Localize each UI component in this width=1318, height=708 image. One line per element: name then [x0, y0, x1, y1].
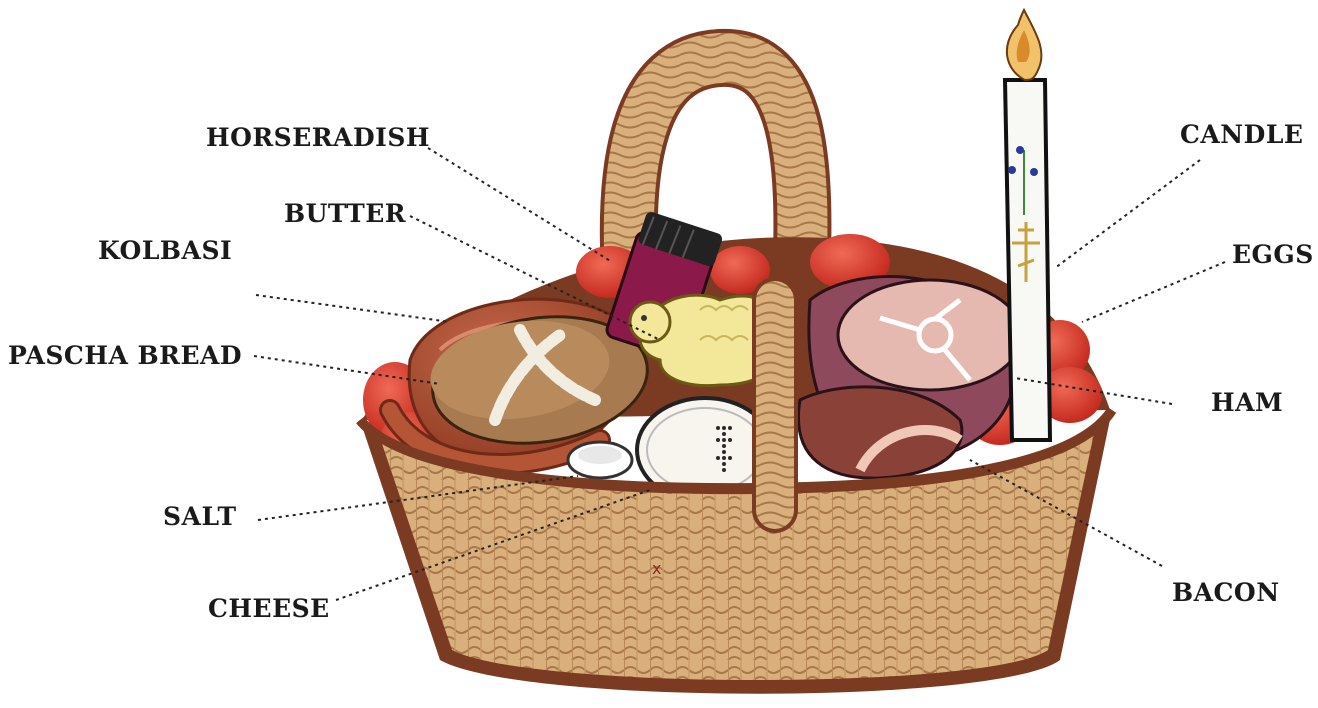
leader-eggs — [1082, 262, 1225, 322]
label-kolbasi: KOLBASI — [98, 236, 233, 265]
salt-dish — [568, 442, 632, 478]
leader-kolbasi — [256, 295, 450, 322]
label-bacon: BACON — [1172, 578, 1280, 607]
svg-text:x: x — [652, 559, 662, 578]
label-horseradish: HORSERADISH — [206, 123, 431, 152]
basket-contents — [363, 211, 1102, 502]
leader-candle — [1055, 160, 1200, 268]
label-eggs: EGGS — [1232, 240, 1314, 269]
label-butter: BUTTER — [284, 199, 407, 228]
label-pascha-bread: PASCHA BREAD — [8, 341, 243, 370]
label-candle: CANDLE — [1180, 120, 1304, 149]
label-ham: HAM — [1211, 388, 1284, 417]
label-salt: SALT — [163, 502, 237, 531]
leader-horseradish — [428, 148, 612, 262]
candle — [1005, 10, 1050, 440]
label-cheese: CHEESE — [208, 594, 330, 623]
